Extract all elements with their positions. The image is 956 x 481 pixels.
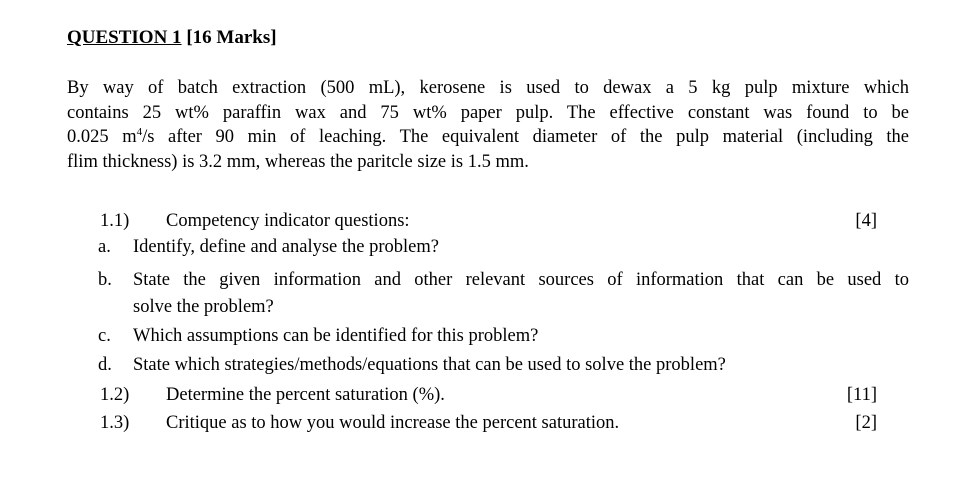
list-text-b-line1: State the given information and other relevant sources of information that can be used to [133,270,909,290]
subquestion-number: 1.2) [100,385,130,405]
paragraph-text: 0.025 m [67,127,137,147]
subquestion-marks: [2] [855,413,877,433]
list-text: State which strategies/methods/equations that can be used to solve the problem? [133,355,726,375]
question-title: QUESTION 1 [67,27,182,48]
superscript: 4 [136,126,143,138]
subquestion-text: Critique as to how you would increase the percent saturation. [166,413,620,433]
problem-paragraph [67,76,909,174]
question-heading [67,27,277,49]
list-letter: d. [98,355,112,375]
paragraph-line [67,125,909,150]
subquestion-text: Competency indicator questions: [166,211,410,231]
subquestion-marks: [11] [846,385,877,405]
paragraph-line: By way of batch extraction (500 mL), kerosene is used to dewax a 5 kg pulp mixture which [67,78,909,98]
list-letter: b. [98,270,112,290]
subquestion-number: 1.3) [100,413,130,433]
paragraph-line: flim thickness) is 3.2 mm, whereas the paritcle size is 1.5 mm. [67,151,529,172]
list-text: Identify, define and analyse the problem? [133,237,439,257]
list-text-b-line2: solve the problem? [133,297,274,317]
question-marks: [16 Marks] [186,27,277,48]
subquestion-marks: [4] [855,211,877,231]
subquestion-number: 1.1) [100,211,130,231]
list-letter: a. [98,237,111,257]
subquestion-text: Determine the percent saturation (%). [166,385,445,405]
list-text: Which assumptions can be identified for this problem? [133,326,539,346]
paragraph-line: contains 25 wt% paraffin wax and 75 wt% paper pulp. The effective constant was found to be [67,102,909,123]
list-letter: c. [98,326,111,346]
paragraph-text: /s after 90 min of leaching. The equivalent diameter of the pulp material (including the [142,127,910,147]
